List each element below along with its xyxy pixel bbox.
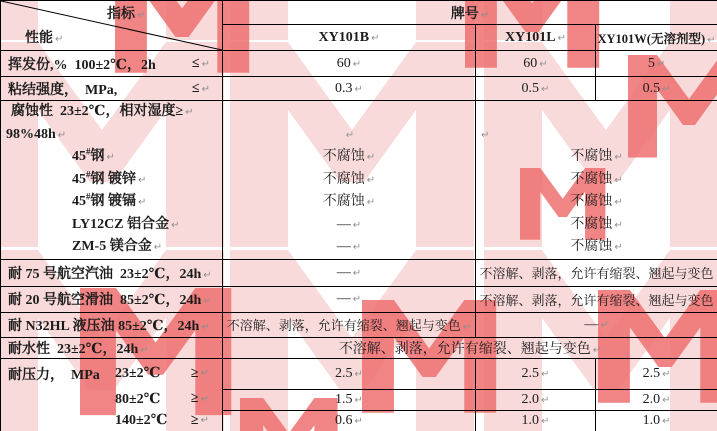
return-mark: ↵ [201,321,210,333]
value-pressure80-xy101b: 1.5 ↵ [223,389,476,410]
less-equal-symbol: ≤ [191,55,200,71]
value-pressure80-xy101l: 2.0 ↵ [476,389,596,410]
return-mark: ↵ [352,58,362,70]
return-mark: ↵ [592,344,602,356]
corrosion-value-line: 不腐蚀 ↵ [570,194,623,210]
return-mark: ↵ [541,416,550,428]
return-mark: ↵ [354,368,363,380]
greater-equal-symbol: ≥ [190,391,199,407]
corrosion-value-line: — ↵ [336,239,362,255]
return-mark: ↵ [557,32,566,44]
value-pressure140-xy101b: 0.6 ↵ [223,410,476,431]
value-fuel75-xy101b: — ↵ [223,259,476,286]
greater-equal-symbol: ≥ [190,365,199,381]
corner-indicator-label: 指标 ↵ [107,7,146,22]
corner-performance-label: 性能 ↵ [25,31,64,46]
column-header-xy101l: XY101L ↵ [476,25,596,51]
value-bond-xy101b: 0.3 ↵ [223,77,476,101]
return-mark: ↵ [707,34,716,46]
return-mark: ↵ [352,294,362,306]
value-fuel75-xy101l-xy101w: 不溶解、剥落，允许有缩裂、翘起与变色 [476,259,717,286]
return-mark: ↵ [541,394,550,406]
return-mark: ↵ [153,242,163,254]
return-mark: ↵ [614,197,623,209]
row-label-fuel75: 耐 75 号航空汽油 23±2℃，24h ↵ [1,259,223,286]
return-mark: ↵ [352,267,362,279]
return-mark: ↵ [541,368,550,380]
corrosion-title-line: 腐蚀性 23±2℃，相对湿度≥ ↵ [11,104,194,119]
corrosion-item-zm5-magnesium: ZM-5 镁合金 ↵ [72,239,163,255]
return-mark: ↵ [140,344,149,356]
return-mark: ↵ [345,129,355,141]
return-mark: ↵ [614,152,623,164]
return-mark: ↵ [614,219,623,231]
row-label-bond-strength: 粘结强度， MPa, ≤ ↵ [1,77,223,101]
return-mark: ↵ [201,58,210,70]
corrosion-value-line: 不腐蚀 ↵ [570,149,623,165]
value-pressure140-xy101l: 1.0 ↵ [476,410,596,431]
row-label-volatile: 挥发份,% 100±2℃，2h ≤ ↵ [1,51,223,77]
return-mark: ↵ [662,394,671,406]
corrosion-item-steel45-cadmium: 45#钢 镀镉 ↵ [72,191,147,210]
return-mark: ↵ [614,174,623,186]
brand-header-cell: 牌号 ↵ [223,1,717,25]
return-mark: ↵ [600,319,609,331]
return-mark: ↵ [662,83,671,95]
return-mark: ↵ [203,269,212,281]
return-mark: ↵ [366,152,376,164]
less-equal-symbol: ≤ [191,80,200,96]
blank-line [223,124,475,147]
pressure-line-140c: 140±2℃ ≥ ↵ [115,412,209,429]
return-mark: ↵ [366,174,376,186]
return-mark: ↵ [371,32,380,44]
return-mark: ↵ [200,415,209,427]
corrosion-value-line: 不腐蚀 ↵ [322,171,376,187]
value-pressure140-xy101w: 1.0 ↵ [596,410,717,431]
blank-line [476,124,717,147]
value-oil20-xy101b: — ↵ [223,286,476,312]
return-mark: ↵ [481,129,490,141]
return-mark: ↵ [662,368,671,380]
return-mark: ↵ [106,152,115,164]
greater-equal-symbol: ≥ [190,412,199,428]
return-mark: ↵ [137,10,146,21]
corrosion-item-steel45: 45#钢 ↵ [72,146,115,165]
corrosion-value-line: 不腐蚀 ↵ [570,216,623,232]
return-mark: ↵ [656,58,666,70]
value-oil20-xy101l-xy101w: 不溶解、剥落，允许有缩裂、翘起与变色 [476,286,717,312]
value-pressure23-xy101w: 2.5 ↵ [596,358,717,389]
return-mark: ↵ [352,219,362,231]
return-mark: ↵ [480,9,490,21]
corrosion-value-line: 不腐蚀 ↵ [570,239,623,255]
value-water-all-columns: 不溶解、剥落，允许有缩裂、翘起与变色 ↵ [223,337,717,358]
corrosion-value-line: 不腐蚀 ↵ [570,171,623,187]
return-mark: ↵ [185,107,194,118]
return-mark: ↵ [539,58,548,70]
return-mark: ↵ [354,416,363,428]
corrosion-humidity-line: 98%48h ↵ [6,126,67,142]
pressure-line-80c: 80±2℃ ≥ ↵ [115,391,209,407]
value-volatile-xy101b: 60 ↵ [223,51,476,77]
pressure-line-23c: 耐压力， MPa 23±2℃ ≥ ↵ [8,365,209,383]
return-mark: ↵ [138,174,147,186]
return-mark: ↵ [462,322,472,334]
return-mark: ↵ [541,83,550,95]
return-mark: ↵ [662,416,671,428]
corrosion-value-line: 不腐蚀 ↵ [322,194,376,210]
corrosion-values-xy101b [223,101,476,260]
column-header-xy101b: XY101B ↵ [223,25,476,51]
row-label-oil20: 耐 20 号航空滑油 85±2℃，24h ↵ [1,286,223,312]
return-mark: ↵ [171,219,180,231]
corner-header-cell [1,1,223,51]
return-mark: ↵ [203,296,212,308]
value-n32hl-xy101b: 不溶解、剥落，允许有缩裂、翘起与变色 ↵ [223,312,476,337]
value-pressure23-xy101l: 2.5 ↵ [476,358,596,389]
blank-line [476,101,717,124]
return-mark: ↵ [366,197,376,209]
value-bond-xy101w: 0.5 ↵ [596,77,717,101]
pressure-section-label-cell [1,358,223,431]
corrosion-value-line: — ↵ [336,216,362,232]
corrosion-section-label-cell [1,101,223,260]
value-n32hl-xy101l-xy101w: — ↵ [476,312,717,337]
return-mark: ↵ [57,129,67,141]
corrosion-value-line: 不腐蚀 ↵ [322,149,376,165]
value-volatile-xy101w: 5 ↵ [596,51,717,77]
return-mark: ↵ [200,368,209,380]
value-volatile-xy101l: 60 ↵ [476,51,596,77]
return-mark: ↵ [352,242,362,254]
row-label-water-resistance: 耐水性 23±2℃，24h ↵ [1,337,223,358]
return-mark: ↵ [138,197,147,209]
return-mark: ↵ [201,83,210,95]
corrosion-item-steel45-zinc: 45#钢 镀锌 ↵ [72,169,147,187]
value-pressure23-xy101b: 2.5 ↵ [223,358,476,389]
blank-line [223,101,475,124]
value-pressure80-xy101w: 2.0 ↵ [596,389,717,410]
return-mark: ↵ [614,242,623,254]
return-mark: ↵ [55,34,64,45]
return-mark: ↵ [354,394,363,406]
corrosion-values-xy101l-xy101w [476,101,717,260]
corrosion-item-ly12cz-aluminum: LY12CZ 铝合金 ↵ [72,216,180,232]
return-mark: ↵ [354,83,363,95]
row-label-n32hl: 耐 N32HL 液压油 85±2℃，24h ↵ [1,312,223,337]
return-mark: ↵ [200,393,209,405]
value-bond-xy101l: 0.5 ↵ [476,77,596,101]
column-header-xy101w: XY101W(无溶剂型) ↵ [596,25,717,51]
